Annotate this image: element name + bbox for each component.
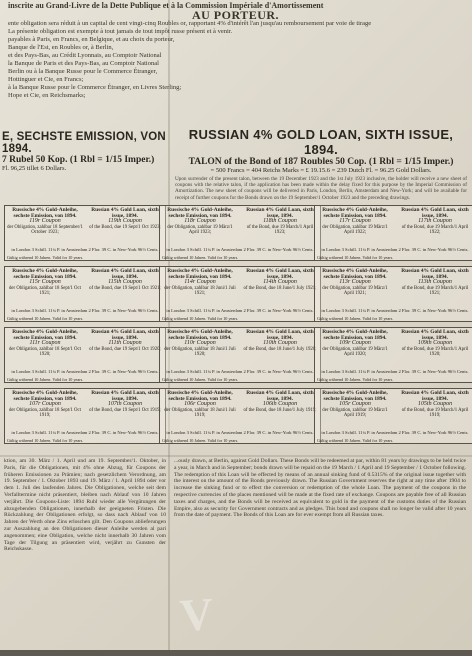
coupon-left-half bbox=[317, 391, 393, 419]
coupon-right-half bbox=[397, 391, 472, 419]
coupon-right-due: of the Bond, due 19 March/1 April 1919; bbox=[401, 407, 469, 419]
coupon-6 bbox=[4, 327, 166, 383]
coupon-right-half bbox=[87, 208, 163, 230]
coupon-left-due: der Obligation, zahlbar 18 Sept/1 Oct 1921; bbox=[9, 285, 81, 297]
coupon-right-half bbox=[397, 330, 472, 358]
terms-german: ktion, am 30. März / 1. April und am 19. September/1. Oktober, in Paris, für die Obligationen, mit 4% ohne Abzug, für Coupons der früheren Emissionen zu Prämien; nach gesetzlichem Verordnung, am 19. September / 1. Oktober 1893 und 19. März / 1. April 1894 oder vor dem 1. Juli des laufenden Jahres. Die Obligationen, welche seit dem Verfalltermine nicht präsentiert, bleiben nach Ablauf von 10 Jahren verjährt. Die Coupons-Liste: 1894 Rubl wieder alle Vergütungen der abzugebenden Obligationen, innerhalb der geeigneten Fristen. Die Rückzahlung der Obligationen erfolgt, so dass nach Ablauf von 10 Jahren der Werth ohne Zins erloschen gilt. Den Coupons ablieferungen zur Auszahlung an den Obligationen dieser Anleihe werden al pari angenommen; eine Obligation, welche nicht innerhalb 30 Jahren vom Tage der Tilgung an präsentiert wird, verjährt zu Gunsten der Reichskasse. bbox=[4, 458, 166, 553]
coupon-left-number: 118r Coupon bbox=[184, 218, 216, 225]
terms-english: ...ously drawn, at Berlin, against Gold Dollars. These Bonds will be redeemed at par, within 81 years by drawings to be held twice a year, in March and in September; bonds drawn will be repaid on the 19 March / 1 April and 19 September / 1 October following. The redemption of this Loan will be effected by means of an annual sinking fund of 0.5315% of the original issue together with the interest on the amount of the Bonds previously drawn. The Russian Government reserves the right at any time after 1904 to increase the sinking fund or to effect the conversion or redemption of the whole Loan. The payment of the coupons in the respective currencies of the places mentioned will be made at the fixed rate of exchange. Coupons are payable free of all Russian taxes and charges, and the Bonds will be received as equivalent to gold in the payment of the customs duties of the Russian Empire, also as security for Government contracts and as pledges. This bond and coupons shall no longer be valid after 10 years from the date of payment. The Bonds of this Loan are for ever exempt from all Russian taxes. bbox=[174, 458, 466, 519]
coupon-amounts: in London 3 Schill. 11¼ P. in Amsterdam 2 Flor. 39 C. in New-York 96½ Cents. bbox=[11, 247, 159, 253]
coupon-right-heading: Russian 4% Gold Loan, sixth issue, 1894. bbox=[91, 329, 159, 341]
header-line-g: Berlin ou à la Banque Russe pour le Commerce Étranger, bbox=[8, 68, 158, 75]
coupon-right-heading: Russian 4% Gold Loan, sixth issue, 1894. bbox=[401, 268, 469, 280]
coupon-left-heading: Russische 4% Gold-Anleihe, sechste Emission, von 1894. bbox=[167, 329, 233, 341]
left-values: Fl. 96,25 tillet 6 Dollars. bbox=[2, 165, 67, 172]
coupon-right-half bbox=[87, 269, 163, 291]
header-line-e: et des Pays-Bas, au Crédit Lyonnais, au Comptoir National bbox=[8, 52, 162, 59]
coupon-left-half bbox=[162, 208, 238, 236]
coupon-left-number: 107r Coupon bbox=[29, 401, 61, 408]
coupon-right-number: 106th Coupon bbox=[262, 401, 298, 408]
coupon-5 bbox=[314, 266, 472, 322]
coupon-right-heading: Russian 4% Gold Loan, sixth issue, 1894. bbox=[91, 207, 159, 219]
coupon-left-due: der Obligation, zahlbar 19 März/1 April 1921; bbox=[322, 285, 388, 297]
coupon-left-due: der Obligation, zahlbar 19 März/1 April 1923; bbox=[167, 224, 233, 236]
coupon-2 bbox=[314, 205, 472, 261]
coupon-left-half bbox=[317, 330, 393, 358]
left-title-block bbox=[2, 131, 167, 172]
coupon-0 bbox=[4, 205, 166, 261]
coupon-right-number: 115th Coupon bbox=[108, 279, 142, 286]
coupon-validity: Gültig während 10 Jahren. Valid for 10 years. bbox=[7, 316, 84, 322]
header-line-i: à la Banque Russe pour le Commerce Étranger, en Livres Sterling; bbox=[8, 84, 182, 91]
coupon-left-due: der Obligation, zahlbar 19 März/1 April 1919; bbox=[322, 407, 388, 419]
left-subtitle: 7 Rubel 50 Kop. (1 Rbl = 1/15 Imper.) bbox=[2, 155, 155, 165]
coupon-right-number: 110th Coupon bbox=[263, 340, 297, 347]
coupon-3 bbox=[4, 266, 166, 322]
coupon-amounts: in London 3 Schill. 11¼ P. in Amsterdam 2 Flor. 39 C. in New-York 96½ Cents. bbox=[166, 247, 314, 253]
coupon-validity: Gültig während 10 Jahren. Valid for 10 years. bbox=[162, 316, 239, 322]
coupon-right-heading: Russian 4% Gold Loan, sixth issue, 1894. bbox=[246, 207, 314, 219]
coupon-left-due: der Obligation, zahlbar 18 September/1 October 1923; bbox=[7, 224, 83, 236]
coupon-left-half bbox=[7, 269, 83, 297]
coupon-validity: Gültig während 10 Jahren. Valid for 10 years. bbox=[7, 438, 84, 444]
coupon-right-due: of the Bond, due 18 June/1 July 1920; bbox=[243, 346, 317, 352]
loan-title: RUSSIAN 4% GOLD LOAN, SIXTH ISSUE, 1894. bbox=[188, 127, 454, 157]
coupon-right-half bbox=[242, 330, 318, 352]
coupon-validity: Gültig während 10 Jahren. Valid for 10 years. bbox=[162, 438, 239, 444]
equivalent-values: = 500 Francs = 404 Reichs Marks = £ 19.15.6 = 239 Dutch Fl. = 96.25 Gold Dollars. bbox=[210, 167, 432, 174]
coupon-grid bbox=[4, 205, 470, 450]
coupon-left-half bbox=[7, 330, 83, 358]
coupon-left-heading: Russische 4% Gold-Anleihe, sechste Emission, von 1894. bbox=[167, 207, 233, 219]
coupon-amounts: in London 3 Schill. 11¼ P. in Amsterdam 2 Flor. 39 C. in New-York 96½ Cents. bbox=[11, 369, 159, 375]
coupon-left-number: 117r Coupon bbox=[339, 218, 371, 225]
coupon-right-number: 109th Coupon bbox=[417, 340, 453, 347]
header-line-h: Hottinguer et Cie, en Francs; bbox=[8, 76, 84, 83]
coupon-left-number: 105r Coupon bbox=[339, 401, 371, 408]
coupon-left-number: 115r Coupon bbox=[29, 279, 61, 286]
coupon-validity: Gültig während 10 Jahren. Valid for 10 years. bbox=[7, 377, 84, 383]
coupon-amounts: in London 3 Schill. 11¼ P. in Amsterdam 2 Flor. 39 C. in New-York 96½ Cents. bbox=[166, 369, 314, 375]
coupon-right-due: of the Bond, due 19 March/1 April 1922; bbox=[401, 224, 469, 236]
coupon-9 bbox=[4, 388, 166, 444]
coupon-left-due: der Obligation, zahlbar 18 Juni/1 Juli 1919; bbox=[164, 407, 236, 419]
coupon-right-heading: Russian 4% Gold Loan, sixth issue, 1894. bbox=[91, 390, 159, 402]
coupon-right-due: of the Bond, due 19 March/1 April 1923; bbox=[246, 224, 314, 236]
coupon-left-number: 113r Coupon bbox=[339, 279, 371, 286]
coupon-amounts: in London 3 Schill. 11¼ P. in Amsterdam 2 Flor. 39 C. in New-York 96½ Cents. bbox=[321, 247, 469, 253]
header-line-f: la Banque de Paris et des Pays-Bas, au Comptoir National bbox=[8, 60, 159, 67]
coupon-left-number: 119r Coupon bbox=[29, 218, 61, 225]
coupon-left-number: 111r Coupon bbox=[29, 340, 61, 347]
coupon-validity: Gültig während 10 Jahren. Valid for 10 years. bbox=[162, 377, 239, 383]
coupon-left-half bbox=[317, 208, 393, 236]
coupon-1 bbox=[159, 205, 321, 261]
coupon-left-heading: Russische 4% Gold-Anleihe, sechste Emission, von 1894. bbox=[322, 390, 388, 402]
coupon-right-number: 118th Coupon bbox=[263, 218, 297, 225]
left-title: E, SECHSTE EMISSION, VON 1894. bbox=[2, 131, 166, 155]
coupon-left-half bbox=[7, 208, 83, 236]
coupon-right-half bbox=[242, 269, 318, 291]
coupon-left-heading: Russische 4% Gold-Anleihe, sechste Emission, von 1894. bbox=[12, 268, 78, 280]
coupon-left-due: der Obligation, zahlbar 18 Sept/1 Oct 1920; bbox=[9, 346, 81, 358]
fold-line-horizontal bbox=[0, 455, 472, 457]
coupon-4 bbox=[159, 266, 321, 322]
header-line-1: inscrite au Grand-Livre de la Dette Publique et à la Commission Impériale d'Amortissement bbox=[8, 1, 324, 10]
coupon-validity: Gültig während 10 Jahren. Valid for 10 years. bbox=[317, 377, 394, 383]
watermark-logo bbox=[178, 565, 472, 656]
coupon-validity: Gültig während 10 Jahren. Valid for 10 years. bbox=[162, 255, 239, 261]
coupon-right-number: 119th Coupon bbox=[108, 218, 142, 225]
coupon-left-half bbox=[7, 391, 83, 419]
coupon-right-heading: Russian 4% Gold Loan, sixth issue, 1894. bbox=[246, 268, 314, 280]
coupon-7 bbox=[159, 327, 321, 383]
talon-description: Upon surrender of the present talon, between the 19 December 1923 and the 1st July 1923 inclusive, the holder will receive a new sheet of coupons with the relative talon, if the application has been made within the delay fixed for this purpose by the Imperial Commission of Amortization. The new sheet of coupons will be delivered in Paris, London, Berlin, Amsterdam and New-York; and will be available for receipt of further coupons for the Bonds drawn on the 19 September/1 October 1923 and the preceding drawings. bbox=[175, 176, 467, 201]
svg-text:V: V bbox=[178, 587, 217, 642]
coupon-right-number: 111th Coupon bbox=[108, 340, 142, 347]
coupon-right-number: 114th Coupon bbox=[263, 279, 297, 286]
coupon-right-half bbox=[242, 208, 318, 236]
coupon-8 bbox=[314, 327, 472, 383]
header-line-a: ente obligation sera réduit à un capital de cent vingt-cinq Roubles or, rapportant 4% d'intérêt l'an jusqu'au remboursement par voie de tirage bbox=[8, 20, 372, 27]
coupon-left-number: 109r Coupon bbox=[339, 340, 371, 347]
coupon-validity: Gültig während 10 Jahren. Valid for 10 years. bbox=[317, 316, 394, 322]
coupon-amounts: in London 3 Schill. 11¼ P. in Amsterdam 2 Flor. 39 C. in New-York 96½ Cents. bbox=[321, 308, 469, 314]
coupon-left-heading: Russische 4% Gold-Anleihe, sechste Emission, von 1894. bbox=[12, 390, 78, 402]
coupon-left-heading: Russische 4% Gold-Anleihe, sechste Emission, von 1894. bbox=[167, 268, 233, 280]
coupon-right-due: of the Bond, due 19 Sept/1 Oct 1919; bbox=[89, 407, 161, 413]
header-big-title: AU PORTEUR. bbox=[191, 8, 280, 22]
coupon-right-half bbox=[87, 330, 163, 352]
coupon-left-due: der Obligation, zahlbar 18 Juni/1 Juli 1920; bbox=[164, 346, 236, 358]
coupon-amounts: in London 3 Schill. 11¼ P. in Amsterdam 2 Flor. 39 C. in New-York 96½ Cents. bbox=[321, 430, 469, 436]
coupon-right-due: of the Bond, due 19 Sept/1 Oct 1920; bbox=[89, 346, 161, 352]
coupon-left-heading: Russische 4% Gold-Anleihe, sechste Emission, von 1894. bbox=[322, 207, 388, 219]
coupon-right-due: of the Bond, due 19 March/1 April 1920; bbox=[401, 346, 469, 358]
coupon-right-number: 107th Coupon bbox=[107, 401, 143, 408]
header-line-b: La présente obligation est exempte à tout jamais de tout impôt russe présent et à venir. bbox=[8, 28, 233, 35]
header-line-j: Hope et Cie, en Reichsmarks; bbox=[8, 92, 86, 99]
coupon-left-heading: Russische 4% Gold-Anleihe, sechste Emission, von 1894. bbox=[12, 207, 78, 219]
coupon-left-heading: Russische 4% Gold-Anleihe, sechste Emission, von 1894. bbox=[322, 268, 388, 280]
coupon-left-number: 114r Coupon bbox=[184, 279, 216, 286]
coupon-right-number: 113th Coupon bbox=[418, 279, 452, 286]
coupon-right-half bbox=[242, 391, 318, 413]
coupon-right-heading: Russian 4% Gold Loan, sixth issue, 1894. bbox=[246, 329, 314, 341]
coupon-left-number: 106r Coupon bbox=[184, 401, 216, 408]
header-text bbox=[8, 2, 463, 100]
coupon-validity: Gültig während 10 Jahren. Valid for 10 years. bbox=[317, 255, 394, 261]
coupon-right-half bbox=[87, 391, 163, 413]
coupon-right-heading: Russian 4% Gold Loan, sixth issue, 1894. bbox=[401, 207, 469, 219]
coupon-right-due: of the Bond, due 19 March/1 April 1921; bbox=[401, 285, 469, 297]
coupon-validity: Gültig während 10 Jahren. Valid for 10 years. bbox=[317, 438, 394, 444]
coupon-right-number: 117th Coupon bbox=[418, 218, 452, 225]
coupon-left-number: 110r Coupon bbox=[184, 340, 216, 347]
coupon-left-half bbox=[162, 269, 238, 297]
coupon-right-due: of the Bond, due 19 Sept/1 Oct 1921; bbox=[89, 285, 161, 291]
coupon-left-due: der Obligation, zahlbar 19 März/1 April 1920; bbox=[322, 346, 388, 358]
coupon-amounts: in London 3 Schill. 11¼ P. in Amsterdam 2 Flor. 39 C. in New-York 96½ Cents. bbox=[321, 369, 469, 375]
coupon-right-half bbox=[397, 208, 472, 236]
coupon-right-heading: Russian 4% Gold Loan, sixth issue, 1894. bbox=[401, 390, 469, 402]
header-line-d: Banque de l'Est, en Roubles or, à Berlin, bbox=[8, 44, 114, 51]
header-line-c: payables à Paris, en Francs, en Belgique, et au choix du porteur, bbox=[8, 36, 175, 43]
coupon-right-due: of the Bond, due 18 June/1 July 1921; bbox=[243, 285, 317, 291]
coupon-10 bbox=[159, 388, 321, 444]
talon-title: TALON of the Bond of 187 Roubles 50 Cop. (1 Rbl = 1/15 Imper.) bbox=[188, 157, 454, 167]
coupon-amounts: in London 3 Schill. 11¼ P. in Amsterdam 2 Flor. 39 C. in New-York 96½ Cents. bbox=[166, 308, 314, 314]
coupon-right-heading: Russian 4% Gold Loan, sixth issue, 1894. bbox=[401, 329, 469, 341]
coupon-left-half bbox=[317, 269, 393, 297]
coupon-validity: Gültig während 10 Jahren. Valid for 10 years. bbox=[7, 255, 84, 261]
coupon-right-due: of the Bond, due 18 June/1 July 1919; bbox=[243, 407, 317, 413]
coupon-right-half bbox=[397, 269, 472, 297]
coupon-left-half bbox=[162, 330, 238, 358]
coupon-left-heading: Russische 4% Gold-Anleihe, sechste Emission, von 1894. bbox=[12, 329, 78, 341]
coupon-right-heading: Russian 4% Gold Loan, sixth issue, 1894. bbox=[246, 390, 314, 402]
coupon-left-heading: Russische 4% Gold-Anleihe, sechste Emission, von 1894. bbox=[322, 329, 388, 341]
coupon-left-due: der Obligation, zahlbar 18 Sept/1 Oct 1919; bbox=[9, 407, 81, 419]
coupon-left-due: der Obligation, zahlbar 18 Juni/1 Juli 1921; bbox=[164, 285, 236, 297]
coupon-right-number: 105th Coupon bbox=[417, 401, 453, 408]
coupon-left-heading: Russische 4% Gold-Anleihe, sechste Emission, von 1894. bbox=[167, 390, 233, 402]
coupon-11 bbox=[314, 388, 472, 444]
coupon-amounts: in London 3 Schill. 11¼ P. in Amsterdam 2 Flor. 39 C. in New-York 96½ Cents. bbox=[166, 430, 314, 436]
coupon-left-due: der Obligation, zahlbar 19 März/1 April 1922; bbox=[322, 224, 388, 236]
coupon-amounts: in London 3 Schill. 11¼ P. in Amsterdam 2 Flor. 39 C. in New-York 96½ Cents. bbox=[11, 308, 159, 314]
coupon-left-half bbox=[162, 391, 238, 419]
coupon-right-due: of the Bond, due 19 Sept/1 Oct 1923; bbox=[89, 224, 161, 230]
coupon-amounts: in London 3 Schill. 11¼ P. in Amsterdam 2 Flor. 39 C. in New-York 96½ Cents. bbox=[11, 430, 159, 436]
right-title-block bbox=[175, 127, 467, 201]
coupon-right-heading: Russian 4% Gold Loan, sixth issue, 1894. bbox=[91, 268, 159, 280]
